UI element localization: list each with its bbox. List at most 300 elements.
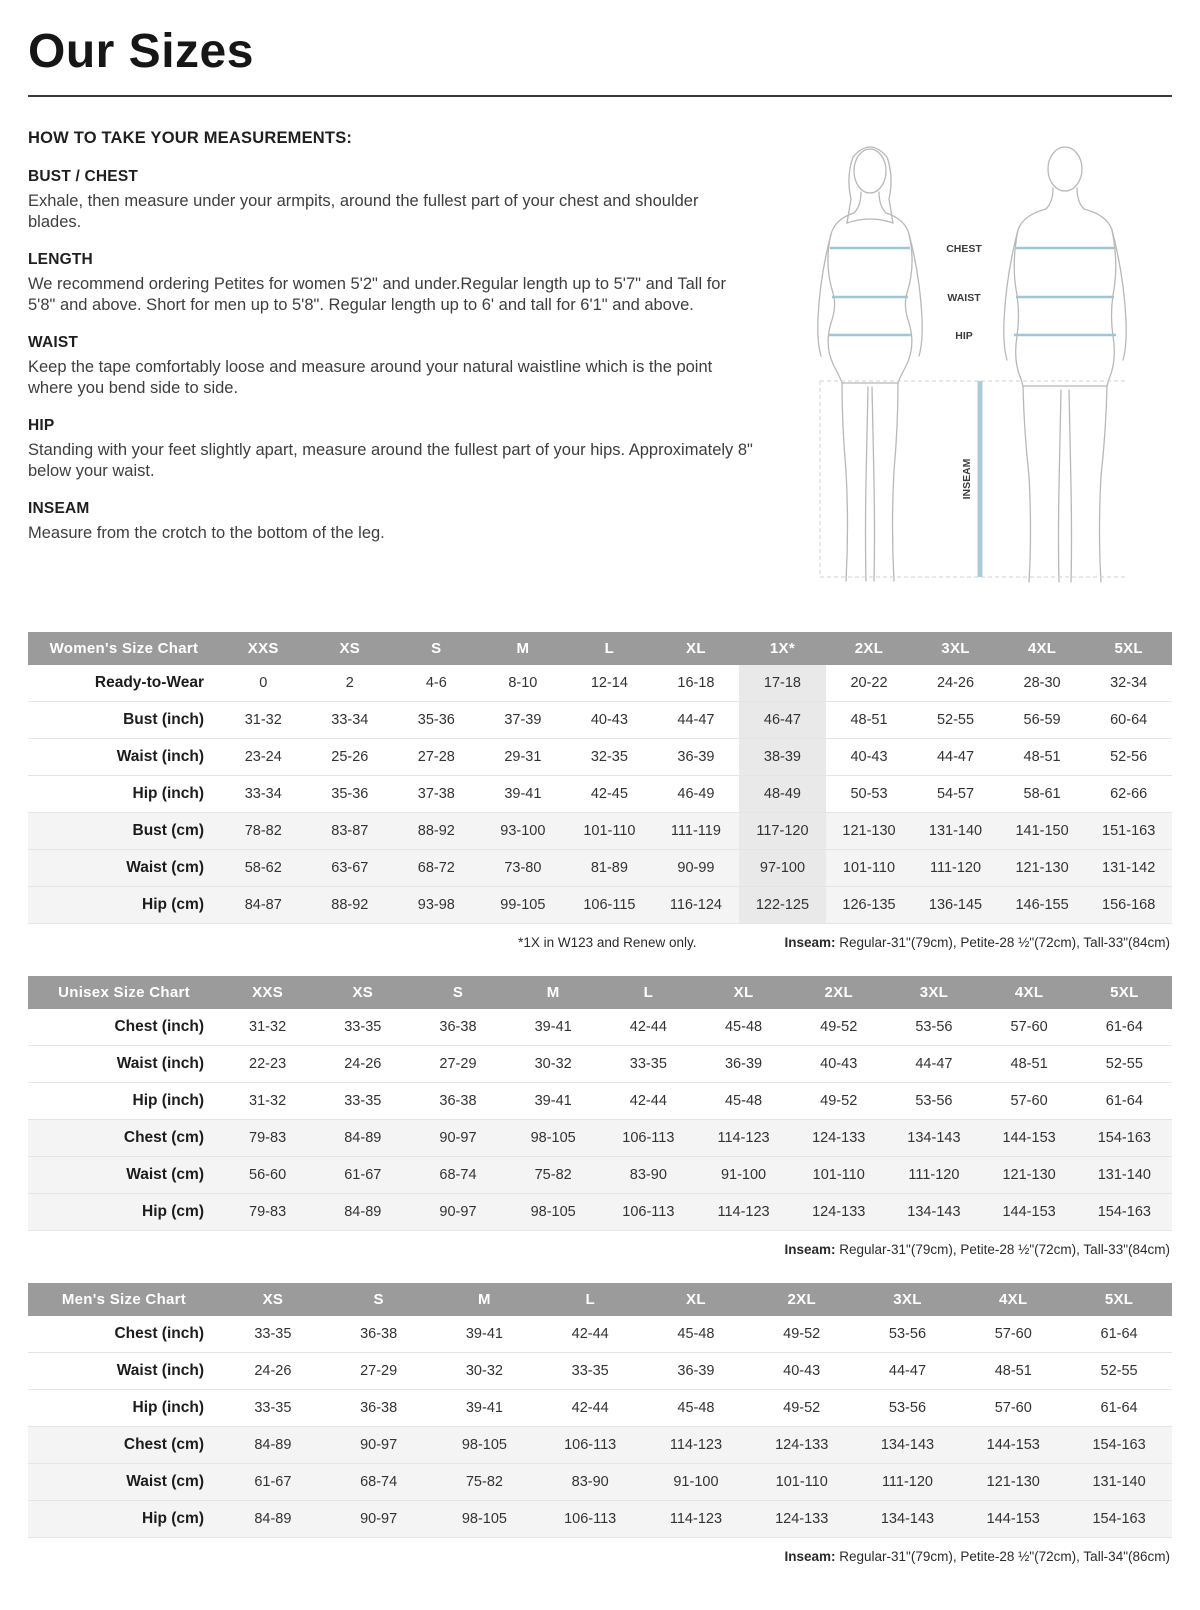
- size-cell: 144-153: [1002, 1204, 1056, 1220]
- size-cell: 44-47: [915, 1056, 953, 1072]
- size-cell: 52-55: [1100, 1363, 1138, 1379]
- row-label: Hip (inch): [132, 1092, 204, 1109]
- size-cell: 114-123: [717, 1204, 770, 1220]
- size-cell: 52-56: [1110, 749, 1148, 765]
- row-label: Hip (inch): [132, 1399, 204, 1416]
- size-cell: 131-142: [1102, 860, 1156, 876]
- size-cell: 91-100: [720, 1167, 767, 1183]
- size-cell: 61-64: [1100, 1400, 1138, 1416]
- section-bust-chest: [28, 168, 754, 234]
- size-cell: 75-82: [465, 1474, 503, 1490]
- section-body: Standing with your feet slightly apart, measure around the fullest part of your hips. Approximately 8" below your waist.: [28, 440, 753, 481]
- size-cell: 42-44: [571, 1400, 609, 1416]
- size-cell: 33-35: [344, 1093, 382, 1109]
- size-cell: 48-51: [1010, 1056, 1048, 1072]
- size-cell: 84-87: [244, 897, 282, 913]
- size-cell: 68-72: [417, 860, 455, 876]
- size-cell: 49-52: [820, 1019, 858, 1035]
- size-cell: 44-47: [936, 749, 975, 765]
- size-column-header: 2XL: [791, 976, 886, 1009]
- row-label: Waist (cm): [126, 859, 204, 876]
- size-column-header: 5XL: [1077, 976, 1172, 1009]
- size-cell: 44-47: [677, 712, 715, 728]
- size-cell: 84-89: [344, 1130, 382, 1146]
- inseam-footnote: Inseam: Regular-31"(79cm), Petite-28 ½"(72cm), Tall-34"(86cm): [784, 1549, 1170, 1564]
- size-cell: 8-10: [508, 675, 538, 691]
- size-cell: 83-90: [629, 1167, 667, 1183]
- size-cell: 20-22: [850, 675, 888, 691]
- size-cell: 39-41: [504, 786, 542, 802]
- header-row: [28, 632, 1172, 665]
- size-cell: 134-143: [907, 1130, 961, 1146]
- size-cell: 134-143: [880, 1437, 935, 1453]
- size-cell: 25-26: [331, 749, 369, 765]
- size-cell: 114-123: [669, 1437, 723, 1453]
- size-cell: 30-32: [465, 1363, 503, 1379]
- size-cell: 36-38: [360, 1326, 398, 1342]
- size-table: [28, 976, 1172, 1231]
- section-body: We recommend ordering Petites for women 5'2" and under.Regular length up to 5'7" and Tall for 5'8" and above. Short for men up to 5'8". Regular length up to 6' and tall for 6'1" and above.: [28, 274, 726, 315]
- size-cell: 88-92: [417, 823, 455, 839]
- size-cell: 57-60: [1010, 1093, 1048, 1109]
- size-cell: 101-110: [812, 1167, 865, 1183]
- size-cell: 39-41: [465, 1326, 503, 1342]
- size-cell: 78-82: [244, 823, 282, 839]
- size-column-header: XL: [696, 976, 791, 1009]
- section-waist: [28, 334, 754, 400]
- size-cell: 151-163: [1102, 823, 1156, 839]
- size-column-header: 4XL: [982, 976, 1077, 1009]
- size-cell: 90-97: [360, 1437, 398, 1453]
- size-cell: 31-32: [249, 1093, 287, 1109]
- size-cell: 154-163: [1092, 1437, 1146, 1453]
- size-cell: 79-83: [249, 1130, 287, 1146]
- size-column-header: S: [410, 976, 505, 1009]
- inseam-footnote-label: Inseam:: [784, 1242, 836, 1257]
- size-cell: 31-32: [244, 712, 282, 728]
- section-heading: HIP: [28, 416, 55, 434]
- size-cell: 106-115: [583, 897, 636, 913]
- size-cell: 36-38: [439, 1019, 477, 1035]
- row-label: Hip (inch): [132, 785, 204, 802]
- inseam-footnote-label: Inseam:: [784, 1549, 836, 1564]
- size-cell: 38-39: [739, 739, 826, 776]
- table-row: [28, 739, 1172, 776]
- size-cell: 111-120: [881, 1474, 933, 1490]
- size-cell: 42-44: [571, 1326, 609, 1342]
- row-label: Chest (cm): [123, 1436, 204, 1453]
- size-cell: 114-123: [717, 1130, 770, 1146]
- size-cell: 33-34: [331, 712, 369, 728]
- header-row: [28, 976, 1172, 1009]
- size-column-header: 4XL: [960, 1283, 1066, 1316]
- size-cell: 42-44: [629, 1093, 667, 1109]
- section-length: [28, 251, 754, 317]
- row-label: Hip (cm): [142, 1510, 204, 1527]
- measurement-figures-illustration: [780, 125, 1172, 595]
- size-cell: 61-64: [1100, 1326, 1138, 1342]
- table-row: [28, 776, 1172, 813]
- inseam-footnote: Inseam: Regular-31"(79cm), Petite-28 ½"(72cm), Tall-33"(84cm): [784, 935, 1170, 950]
- size-cell: 61-64: [1105, 1093, 1143, 1109]
- size-cell: 106-113: [622, 1204, 675, 1220]
- row-label: Hip (cm): [142, 1203, 204, 1220]
- table-row: [28, 1194, 1172, 1231]
- table-row: [28, 1009, 1172, 1046]
- size-cell: 68-74: [360, 1474, 398, 1490]
- size-column-header: XS: [220, 1283, 326, 1316]
- size-cell: 79-83: [249, 1204, 287, 1220]
- size-column-header: 3XL: [912, 632, 999, 665]
- size-cell: 53-56: [888, 1326, 927, 1342]
- size-cell: 144-153: [986, 1437, 1040, 1453]
- table-title: Women's Size Chart: [28, 632, 220, 665]
- size-cell: 90-97: [439, 1130, 477, 1146]
- size-cell: 4-6: [425, 675, 447, 691]
- size-cell: 98-105: [530, 1204, 576, 1220]
- size-cell: 101-110: [842, 860, 896, 876]
- table-row: [28, 1157, 1172, 1194]
- size-cell: 122-125: [739, 887, 826, 924]
- size-cell: 63-67: [331, 860, 369, 876]
- size-column-header: S: [393, 632, 480, 665]
- figure-labels: [946, 243, 982, 499]
- size-cell: 106-113: [564, 1437, 617, 1453]
- size-cell: 36-39: [677, 749, 715, 765]
- size-cell: 33-34: [244, 786, 282, 802]
- size-cell: 81-89: [590, 860, 628, 876]
- size-cell: 146-155: [1015, 897, 1069, 913]
- section-heading: WAIST: [28, 333, 79, 351]
- size-cell: 35-36: [417, 712, 455, 728]
- size-cell: 24-26: [254, 1363, 292, 1379]
- table-row: [28, 1353, 1172, 1390]
- tables-area: [28, 632, 1172, 1564]
- size-cell: 121-130: [1015, 860, 1069, 876]
- size-cell: 40-43: [590, 712, 628, 728]
- section-hip: [28, 417, 754, 483]
- size-cell: 84-89: [254, 1511, 292, 1527]
- size-cell: 40-43: [850, 749, 888, 765]
- size-cell: 39-41: [534, 1019, 572, 1035]
- table-row: [28, 1046, 1172, 1083]
- size-cell: 93-98: [417, 897, 455, 913]
- section-body: Keep the tape comfortably loose and measure around your natural waistline which is the point where you bend side to side.: [28, 357, 713, 398]
- size-cell: 106-113: [564, 1511, 617, 1527]
- table-row: [28, 1083, 1172, 1120]
- size-cell: 57-60: [994, 1400, 1032, 1416]
- size-cell: 32-34: [1110, 675, 1148, 691]
- size-column-header: 5XL: [1066, 1283, 1172, 1316]
- size-cell: 93-100: [500, 823, 546, 839]
- size-cell: 97-100: [739, 850, 826, 887]
- size-cell: 17-18: [739, 665, 826, 702]
- size-cell: 156-168: [1102, 897, 1156, 913]
- size-cell: 24-26: [936, 675, 975, 691]
- size-cell: 22-23: [249, 1056, 287, 1072]
- size-cell: 36-39: [724, 1056, 763, 1072]
- size-cell: 35-36: [331, 786, 369, 802]
- size-cell: 73-80: [504, 860, 542, 876]
- size-cell: 88-92: [331, 897, 369, 913]
- size-cell: 53-56: [915, 1019, 953, 1035]
- size-cell: 68-74: [439, 1167, 477, 1183]
- size-cell: 121-130: [986, 1474, 1040, 1490]
- size-cell: 45-48: [724, 1019, 763, 1035]
- size-column-header: 5XL: [1085, 632, 1172, 665]
- size-cell: 32-35: [590, 749, 628, 765]
- womens-size-chart: [28, 632, 1172, 950]
- size-cell: 33-35: [629, 1056, 667, 1072]
- row-label: Chest (inch): [114, 1018, 204, 1035]
- table-row: [28, 887, 1172, 924]
- size-cell: 48-51: [850, 712, 888, 728]
- chest-label: CHEST: [946, 243, 982, 255]
- size-cell: 116-124: [669, 897, 722, 913]
- size-column-header: 1X*: [739, 632, 826, 665]
- size-cell: 27-28: [417, 749, 455, 765]
- size-cell: 28-30: [1023, 675, 1061, 691]
- size-cell: 124-133: [775, 1511, 829, 1527]
- inseam-label: INSEAM: [961, 458, 973, 500]
- size-cell: 62-66: [1110, 786, 1148, 802]
- size-cell: 50-53: [850, 786, 888, 802]
- size-cell: 46-49: [677, 786, 715, 802]
- table-row: [28, 1501, 1172, 1538]
- size-cell: 27-29: [439, 1056, 477, 1072]
- size-cell: 56-59: [1023, 712, 1061, 728]
- size-cell: 12-14: [590, 675, 628, 691]
- size-cell: 36-39: [677, 1363, 715, 1379]
- size-column-header: L: [601, 976, 696, 1009]
- size-cell: 58-62: [244, 860, 282, 876]
- table-footnote: [28, 1538, 1172, 1564]
- table-row: [28, 1390, 1172, 1427]
- size-cell: 90-97: [360, 1511, 398, 1527]
- size-cell: 45-48: [677, 1400, 715, 1416]
- size-cell: 101-110: [583, 823, 636, 839]
- size-cell: 124-133: [775, 1437, 829, 1453]
- row-label: Hip (cm): [142, 896, 204, 913]
- size-cell: 131-140: [928, 823, 983, 839]
- size-cell: 60-64: [1110, 712, 1148, 728]
- size-cell: 37-39: [504, 712, 542, 728]
- size-cell: 154-163: [1092, 1511, 1146, 1527]
- size-cell: 98-105: [530, 1130, 576, 1146]
- size-cell: 48-49: [739, 776, 826, 813]
- size-cell: 53-56: [915, 1093, 953, 1109]
- male-figure-outline: [1004, 147, 1126, 582]
- size-cell: 52-55: [936, 712, 975, 728]
- size-cell: 136-145: [928, 897, 983, 913]
- size-cell: 98-105: [461, 1437, 507, 1453]
- size-cell: 106-113: [622, 1130, 675, 1146]
- size-cell: 37-38: [417, 786, 455, 802]
- size-cell: 124-133: [812, 1204, 866, 1220]
- size-cell: 30-32: [534, 1056, 572, 1072]
- title-divider: [28, 95, 1172, 97]
- size-cell: 91-100: [673, 1474, 719, 1490]
- table-row: [28, 1120, 1172, 1157]
- size-column-header: M: [480, 632, 567, 665]
- size-cell: 75-82: [534, 1167, 572, 1183]
- table-footnote: [28, 924, 1172, 950]
- instructions-heading: HOW TO TAKE YOUR MEASUREMENTS:: [28, 129, 353, 147]
- row-label: Waist (inch): [116, 748, 204, 765]
- table-row: [28, 850, 1172, 887]
- size-cell: 24-26: [344, 1056, 382, 1072]
- section-body: Measure from the crotch to the bottom of the leg.: [28, 523, 385, 542]
- size-cell: 121-130: [1002, 1167, 1056, 1183]
- size-cell: 83-87: [331, 823, 369, 839]
- size-cell: 61-64: [1105, 1019, 1143, 1035]
- table-footnote: [28, 1231, 1172, 1257]
- row-label: Waist (inch): [116, 1055, 204, 1072]
- table-row: [28, 665, 1172, 702]
- table-row: [28, 1427, 1172, 1464]
- size-column-header: 3XL: [886, 976, 981, 1009]
- size-cell: 83-90: [571, 1474, 609, 1490]
- size-cell: 111-119: [670, 823, 721, 839]
- size-cell: 53-56: [888, 1400, 927, 1416]
- size-cell: 39-41: [534, 1093, 572, 1109]
- table-row: [28, 702, 1172, 739]
- size-column-header: 2XL: [826, 632, 913, 665]
- size-column-header: XXS: [220, 976, 315, 1009]
- size-column-header: M: [432, 1283, 538, 1316]
- size-cell: 99-105: [500, 897, 546, 913]
- size-cell: 39-41: [465, 1400, 503, 1416]
- size-column-header: 3XL: [855, 1283, 961, 1316]
- footnote-asterisk-note: *1X in W123 and Renew only.: [518, 935, 697, 950]
- size-cell: 90-99: [677, 860, 715, 876]
- size-cell: 0: [259, 675, 268, 691]
- inseam-footnote: Inseam: Regular-31"(79cm), Petite-28 ½"(72cm), Tall-33"(84cm): [784, 1242, 1170, 1257]
- size-column-header: 2XL: [749, 1283, 855, 1316]
- row-label: Waist (cm): [126, 1166, 204, 1183]
- size-cell: 134-143: [907, 1204, 961, 1220]
- size-cell: 126-135: [842, 897, 896, 913]
- section-heading: INSEAM: [28, 499, 90, 517]
- size-cell: 58-61: [1023, 786, 1061, 802]
- size-cell: 56-60: [249, 1167, 287, 1183]
- row-label: Bust (inch): [123, 711, 204, 728]
- size-cell: 42-45: [590, 786, 628, 802]
- size-table: [28, 632, 1172, 924]
- size-cell: 49-52: [820, 1093, 858, 1109]
- size-cell: 33-35: [254, 1326, 292, 1342]
- size-column-header: M: [506, 976, 601, 1009]
- size-column-header: XL: [653, 632, 740, 665]
- size-cell: 121-130: [842, 823, 896, 839]
- row-label: Chest (inch): [114, 1325, 204, 1342]
- size-cell: 33-35: [571, 1363, 609, 1379]
- size-cell: 48-51: [994, 1363, 1032, 1379]
- size-cell: 36-38: [439, 1093, 477, 1109]
- section-heading: BUST / CHEST: [28, 168, 139, 185]
- size-cell: 98-105: [461, 1511, 507, 1527]
- size-cell: 40-43: [783, 1363, 821, 1379]
- size-cell: 23-24: [244, 749, 282, 765]
- size-cell: 29-31: [504, 749, 542, 765]
- size-cell: 45-48: [677, 1326, 715, 1342]
- row-label: Waist (cm): [126, 1473, 204, 1490]
- size-cell: 49-52: [783, 1326, 821, 1342]
- size-column-header: 4XL: [999, 632, 1086, 665]
- size-cell: 57-60: [994, 1326, 1032, 1342]
- size-cell: 57-60: [1010, 1019, 1048, 1035]
- size-cell: 101-110: [775, 1474, 828, 1490]
- size-cell: 27-29: [360, 1363, 398, 1379]
- size-cell: 40-43: [820, 1056, 858, 1072]
- size-column-header: L: [566, 632, 653, 665]
- size-cell: 117-120: [739, 813, 826, 850]
- size-cell: 61-67: [254, 1474, 292, 1490]
- size-table: [28, 1283, 1172, 1538]
- size-cell: 114-123: [669, 1511, 723, 1527]
- size-cell: 33-35: [344, 1019, 382, 1035]
- table-row: [28, 1316, 1172, 1353]
- page-title: Our Sizes: [28, 25, 254, 78]
- size-cell: 16-18: [677, 675, 715, 691]
- size-column-header: XL: [643, 1283, 749, 1316]
- section-body: Exhale, then measure under your armpits, around the fullest part of your chest and shoulder blades.: [28, 192, 699, 232]
- size-cell: 54-57: [936, 786, 975, 802]
- female-figure-outline: [818, 147, 922, 581]
- size-column-header: XXS: [220, 632, 307, 665]
- size-cell: 131-140: [1097, 1167, 1151, 1183]
- size-cell: 49-52: [783, 1400, 821, 1416]
- top-area: [28, 123, 1172, 600]
- size-cell: 48-51: [1023, 749, 1061, 765]
- size-cell: 141-150: [1015, 823, 1069, 839]
- size-column-header: S: [326, 1283, 432, 1316]
- size-cell: 44-47: [888, 1363, 927, 1379]
- row-label: Chest (cm): [123, 1129, 204, 1146]
- size-column-header: XS: [307, 632, 394, 665]
- table-title: Unisex Size Chart: [28, 976, 220, 1009]
- size-cell: 45-48: [724, 1093, 763, 1109]
- waist-label: WAIST: [947, 292, 981, 304]
- row-label: Waist (inch): [116, 1362, 204, 1379]
- header-row: [28, 1283, 1172, 1316]
- size-cell: 2: [345, 675, 354, 691]
- hip-label: HIP: [955, 330, 973, 342]
- mens-size-chart: [28, 1283, 1172, 1564]
- section-heading: LENGTH: [28, 250, 93, 268]
- size-cell: 33-35: [254, 1400, 292, 1416]
- unisex-size-chart: [28, 976, 1172, 1257]
- size-cell: 144-153: [986, 1511, 1040, 1527]
- size-cell: 31-32: [249, 1019, 287, 1035]
- size-cell: 154-163: [1097, 1130, 1151, 1146]
- size-cell: 90-97: [439, 1204, 477, 1220]
- size-cell: 131-140: [1092, 1474, 1146, 1490]
- table-row: [28, 1464, 1172, 1501]
- measurement-diagram: [780, 123, 1172, 600]
- size-cell: 42-44: [629, 1019, 667, 1035]
- row-label: Ready-to-Wear: [94, 674, 204, 691]
- size-column-header: XS: [315, 976, 410, 1009]
- size-cell: 84-89: [254, 1437, 292, 1453]
- row-label: Bust (cm): [132, 822, 204, 839]
- size-column-header: L: [537, 1283, 643, 1316]
- section-inseam: [28, 500, 754, 544]
- size-cell: 84-89: [344, 1204, 382, 1220]
- size-cell: 52-55: [1105, 1056, 1143, 1072]
- table-row: [28, 813, 1172, 850]
- table-title: Men's Size Chart: [28, 1283, 220, 1316]
